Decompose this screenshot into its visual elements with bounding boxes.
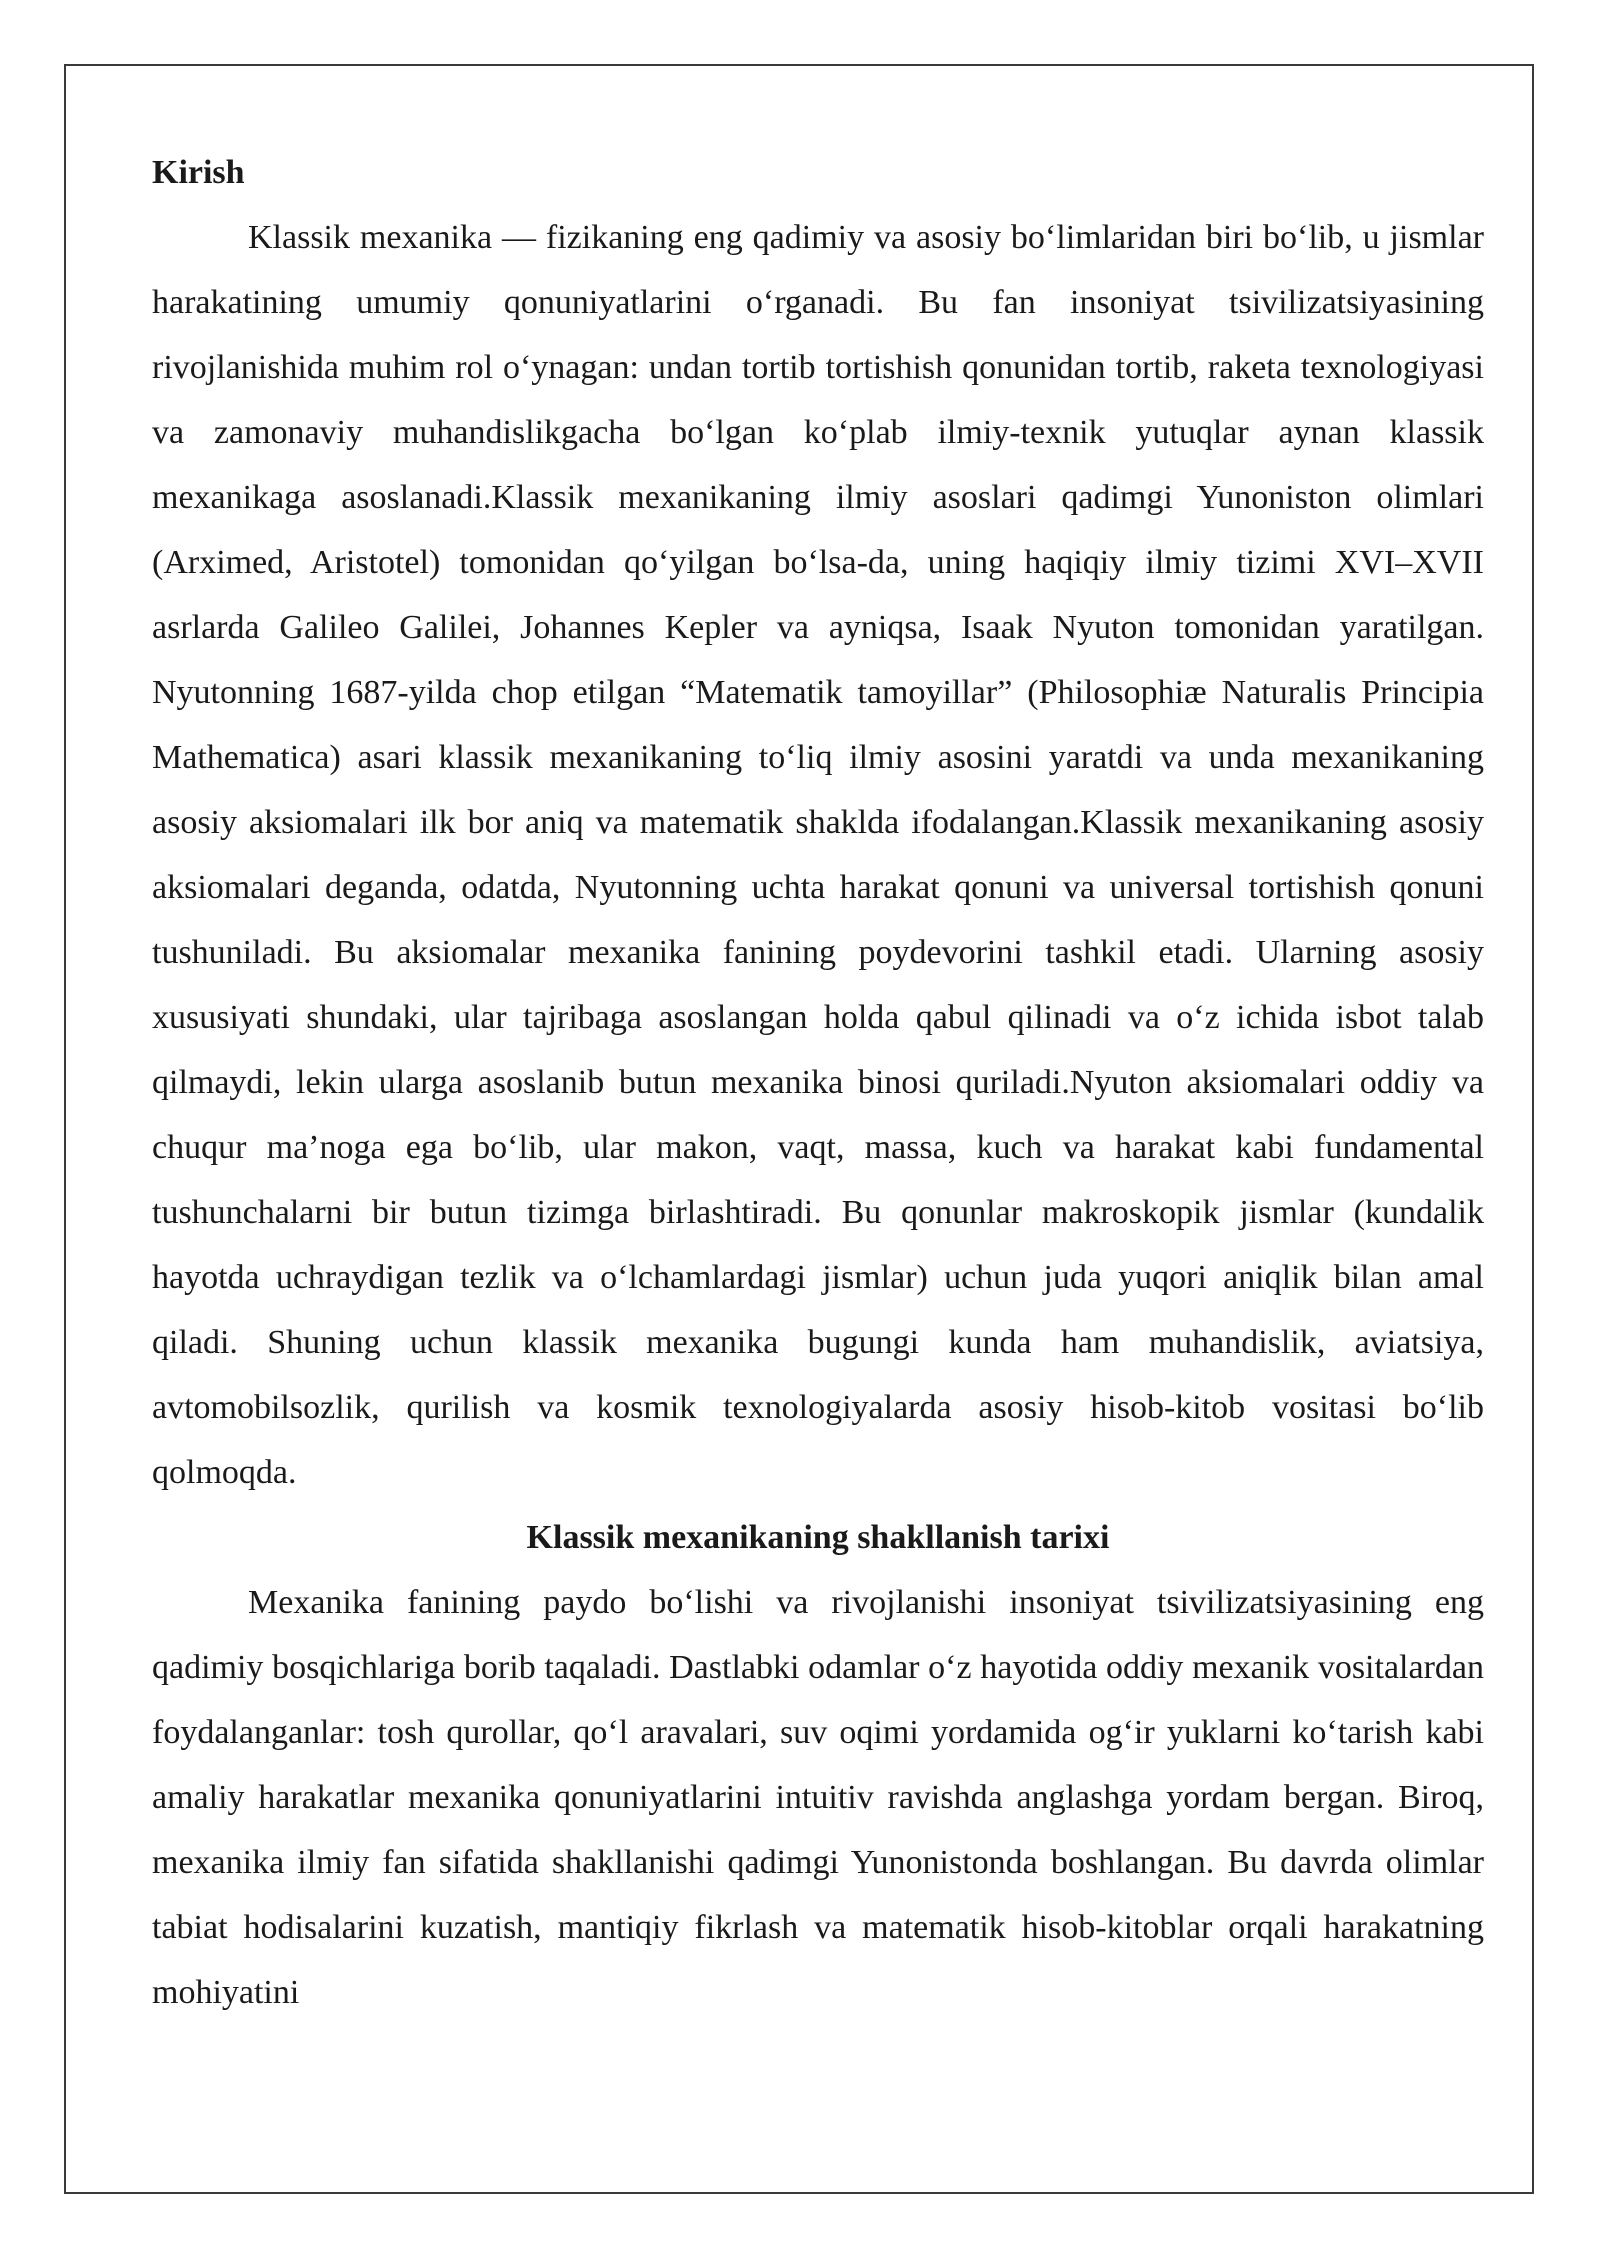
paragraph-history: Mexanika fanining paydo boʻlishi va rivojlanishi insoniyat tsivilizatsiyasining eng qadimiy bosqichlariga borib taqaladi. Dastlabki odamlar oʻz hayotida oddiy mexanik vositalardan foydalanganlar: tosh qurollar, qoʻl aravalari, suv oqimi yordamida ogʻir yuklarni koʻtarish kabi amaliy harakatlar mexanika qonuniyatlarini intuitiv ravishda anglashga yordam bergan. Biroq, mexanika ilmiy fan sifatida shakllanishi qadimgi Yunonistonda boshlangan. Bu davrda olimlar tabiat hodisalarini kuzatish, mantiqiy fikrlash va matematik hisob-kitoblar orqali harakatning mohiyatini	[152, 1584, 1484, 2011]
section-heading-kirish: Kirish	[152, 154, 245, 191]
section-heading-history: Klassik mexanikaning shakllanish tarixi	[526, 1519, 1110, 1556]
document-body	[152, 140, 1484, 2025]
paragraph-intro: Klassik mexanika — fizikaning eng qadimiy va asosiy boʻlimlaridan biri boʻlib, u jismlar harakatining umumiy qonuniyatlarini oʻrganadi. Bu fan insoniyat tsivilizatsiyasining rivojlanishida muhim rol oʻynagan: undan tortib tortishish qonunidan tortib, raketa texnologiyasi va zamonaviy muhandislikgacha boʻlgan koʻplab ilmiy-texnik yutuqlar aynan klassik mexanikaga asoslanadi.Klassik mexanikaning ilmiy asoslari qadimgi Yunoniston olimlari (Arximed, Aristotel) tomonidan qoʻyilgan boʻlsa-da, uning haqiqiy ilmiy tizimi XVI–XVII asrlarda Galileo Galilei, Johannes Kepler va ayniqsa, Isaak Nyuton tomonidan yaratilgan. Nyutonning 1687-yilda chop etilgan “Matematik tamoyillar” (Philosophiæ Naturalis Principia Mathematica) asari klassik mexanikaning toʻliq ilmiy asosini yaratdi va unda mexanikaning asosiy aksiomalari ilk bor aniq va matematik shaklda ifodalangan.Klassik mexanikaning asosiy aksiomalari deganda, odatda, Nyutonning uchta harakat qonuni va universal tortishish qonuni tushuniladi. Bu aksiomalar mexanika fanining poydevorini tashkil etadi. Ularning asosiy xususiyati shundaki, ular tajribaga asoslangan holda qabul qilinadi va oʻz ichida isbot talab qilmaydi, lekin ularga asoslanib butun mexanika binosi quriladi.Nyuton aksiomalari oddiy va chuqur ma’noga ega boʻlib, ular makon, vaqt, massa, kuch va harakat kabi fundamental tushunchalarni bir butun tizimga birlashtiradi. Bu qonunlar makroskopik jismlar (kundalik hayotda uchraydigan tezlik va oʻlchamlardagi jismlar) uchun juda yuqori aniqlik bilan amal qiladi. Shuning uchun klassik mexanika bugungi kunda ham muhandislik, aviatsiya, avtomobilsozlik, qurilish va kosmik texnologiyalarda asosiy hisob-kitob vositasi boʻlib qolmoqda.	[152, 219, 1484, 1491]
